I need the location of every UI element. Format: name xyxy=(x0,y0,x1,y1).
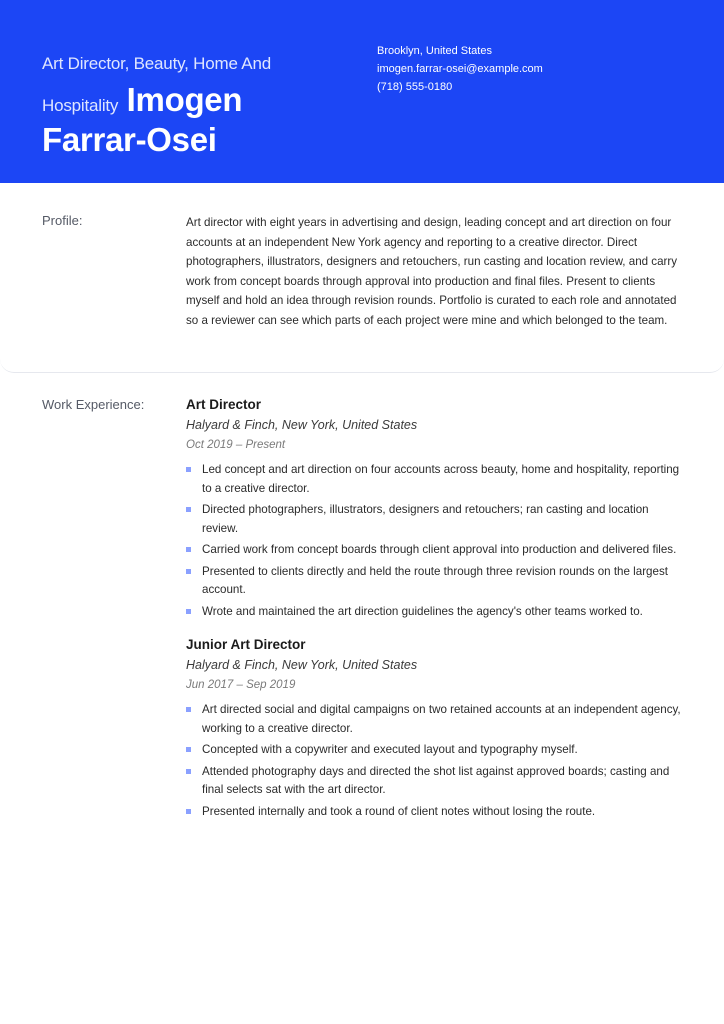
job-dates: Jun 2017 – Sep 2019 xyxy=(186,679,296,691)
profile-text: Art director with eight years in advertising and design, leading concept and art direction on four accounts at an independent New York agency and reporting to a creative director. Direct photographers, illustrators, designers and retouchers, run casting and location review, and carry work from concept boards through approval into production and final files. Present to clients myself and hold an idea through revision rounds. Portfolio is curated to each role and annotated so a reviewer can see which parts of each project were mine and which belonged to the team. xyxy=(186,216,678,327)
bullet-square-icon xyxy=(186,707,191,712)
last-name: Farrar-Osei xyxy=(42,121,217,158)
bullet-square-icon xyxy=(186,569,191,574)
job-bullets xyxy=(186,461,686,621)
bullet-item xyxy=(186,701,686,738)
bullet-text: Art directed social and digital campaigns on two retained accounts at an independent agency, working to a creative director. xyxy=(202,703,681,735)
bullet-square-icon xyxy=(186,747,191,752)
bullet-item xyxy=(186,763,686,800)
email-text: imogen.farrar-osei@example.com xyxy=(377,63,543,75)
phone-text: (718) 555-0180 xyxy=(377,81,453,93)
bullet-item xyxy=(186,741,686,760)
first-name: Imogen xyxy=(126,81,243,118)
job-entry xyxy=(186,635,686,821)
job-company: Halyard & Finch, New York, United States xyxy=(186,658,418,672)
bullet-text: Attended photography days and directed the shot list against approved boards; casting and final selects sat with the art director. xyxy=(202,764,670,796)
bullet-text: Presented internally and took a round of client notes without losing the route. xyxy=(202,804,596,818)
bullet-square-icon xyxy=(186,507,191,512)
bullet-item xyxy=(186,541,686,560)
bullet-square-icon xyxy=(186,809,191,814)
bullet-item xyxy=(186,461,686,498)
job-company: Halyard & Finch, New York, United States xyxy=(186,418,418,432)
bullet-text: Led concept and art direction on four accounts across beauty, home and hospitality, reporting to a creative director. xyxy=(202,463,680,495)
bullet-text: Presented to clients directly and held the route through three revision rounds on the largest account. xyxy=(202,564,668,596)
job-entry xyxy=(186,395,686,621)
work-experience-list xyxy=(186,395,686,835)
bullet-item xyxy=(186,563,686,600)
job-dates: Oct 2019 – Present xyxy=(186,439,286,451)
title-block xyxy=(42,46,342,157)
bullet-text: Carried work from concept boards through client approval into production and delivered files. xyxy=(202,543,677,556)
bullet-text: Directed photographers, illustrators, designers and retouchers; ran casting and location review. xyxy=(202,503,649,535)
bullet-square-icon xyxy=(186,609,191,614)
work-experience-label: Work Experience: xyxy=(42,397,145,412)
job-headline: Art Director, Beauty, Home And Hospitality xyxy=(42,54,271,115)
job-title: Art Director xyxy=(186,397,262,412)
job-title: Junior Art Director xyxy=(186,637,306,652)
bullet-text: Wrote and maintained the art direction guidelines the agency's other teams worked to. xyxy=(202,604,643,618)
location-text: Brooklyn, United States xyxy=(377,45,492,57)
profile-label: Profile: xyxy=(42,213,83,228)
bullet-item xyxy=(186,803,686,822)
profile-section xyxy=(0,183,724,373)
bullet-text: Concepted with a copywriter and executed layout and typography myself. xyxy=(202,743,578,756)
bullet-square-icon xyxy=(186,769,191,774)
bullet-square-icon xyxy=(186,467,191,472)
contact-info xyxy=(377,42,543,96)
bullet-square-icon xyxy=(186,547,191,552)
bullet-item xyxy=(186,501,686,538)
bullet-item xyxy=(186,603,686,622)
job-bullets xyxy=(186,701,686,821)
resume-header xyxy=(0,0,724,183)
